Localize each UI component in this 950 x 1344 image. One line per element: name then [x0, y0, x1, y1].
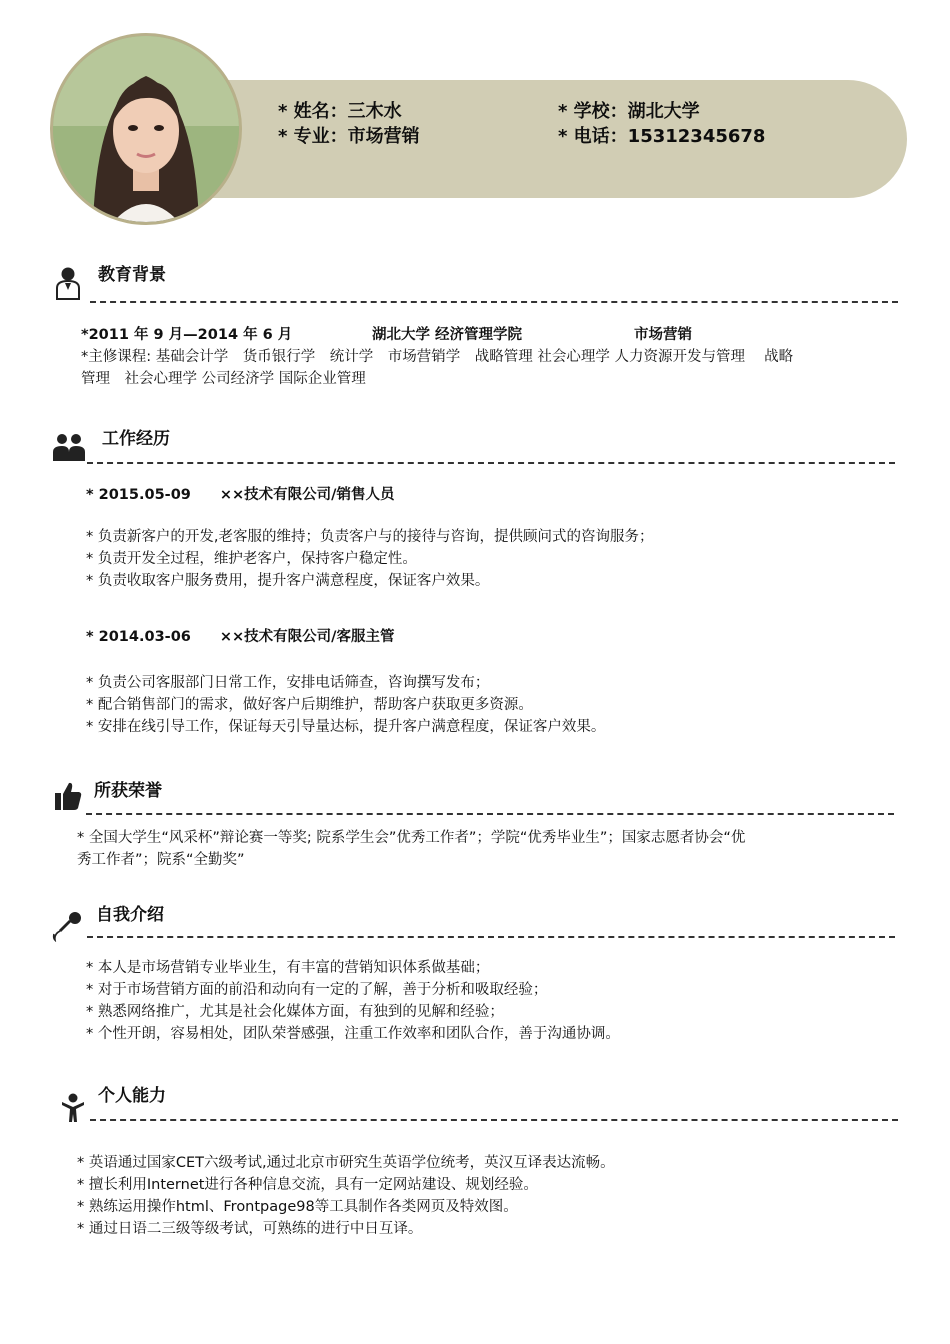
divider [90, 1119, 898, 1121]
education-period: *2011 年 9 月—2014 年 6 月 [81, 327, 293, 343]
thumbs-up-icon [54, 781, 82, 811]
education-courses-cont: 管理 社会心理学 公司经济学 国际企业管理 [81, 371, 366, 387]
section-title-intro: 自我介绍 [96, 905, 164, 925]
job-duty: * 安排在线引导工作，保证每天引导量达标，提升客户满意程度，保证客户效果。 [86, 719, 606, 735]
school-field: * 学校：湖北大学 [558, 101, 700, 122]
phone-field: * 电话：15312345678 [558, 126, 766, 147]
user-icon [55, 266, 81, 300]
skill-line: * 通过日语二三级等级考试，可熟练的进行中日互译。 [77, 1221, 423, 1237]
divider [86, 813, 894, 815]
job-duty: * 负责收取客户服务费用，提升客户满意程度，保证客户效果。 [86, 573, 490, 589]
job-header: * 2015.05-09 ××技术有限公司/销售人员 [86, 487, 395, 503]
education-major: 市场营销 [634, 327, 692, 343]
section-title-work: 工作经历 [102, 429, 170, 449]
name-field: * 姓名：三木水 [278, 101, 402, 122]
job-header: * 2014.03-06 ××技术有限公司/客服主管 [86, 629, 395, 645]
honors-text-cont: 秀工作者”；院系“全勤奖” [77, 852, 245, 868]
profile-photo [50, 33, 242, 225]
honors-text: * 全国大学生“风采杯”辩论赛一等奖; 院系学生会”优秀工作者”；学院“优秀毕业生”；国家志愿者协会“优 [77, 830, 746, 846]
section-title-skills: 个人能力 [98, 1086, 166, 1106]
section-title-education: 教育背景 [98, 265, 166, 285]
skill-line: * 熟练运用操作html、Frontpage98等工具制作各类网页及特效图。 [77, 1199, 518, 1215]
education-courses: *主修课程: 基础会计学 货币银行学 统计学 市场营销学 战略管理 社会心理学 人力资源开发与管理 战略 [81, 349, 794, 365]
major-field: * 专业：市场营销 [278, 126, 420, 147]
intro-line: * 个性开朗，容易相处，团队荣誉感强，注重工作效率和团队合作，善于沟通协调。 [86, 1026, 620, 1042]
section-title-honors: 所获荣誉 [94, 781, 162, 801]
team-icon [52, 430, 86, 462]
intro-line: * 本人是市场营销专业毕业生，有丰富的营销知识体系做基础； [86, 960, 490, 976]
person-icon [60, 1093, 86, 1123]
skill-line: * 擅长利用Internet进行各种信息交流，具有一定网站建设、规划经验。 [77, 1177, 538, 1193]
job-duty: * 负责公司客服部门日常工作，安排电话筛查，咨询撰写发布； [86, 675, 490, 691]
job-duty: * 配合销售部门的需求，做好客户后期维护，帮助客户获取更多资源。 [86, 697, 533, 713]
divider [87, 936, 895, 938]
job-duty: * 负责新客户的开发,老客服的维持；负责客户与的接待与咨询，提供顾问式的咨询服务； [86, 529, 654, 545]
intro-line: * 对于市场营销方面的前沿和动向有一定的了解，善于分析和吸取经验； [86, 982, 548, 998]
microphone-icon [51, 910, 83, 942]
education-school: 湖北大学 经济管理学院 [372, 327, 523, 343]
job-duty: * 负责开发全过程，维护老客户，保持客户稳定性。 [86, 551, 417, 567]
skill-line: * 英语通过国家CET六级考试,通过北京市研究生英语学位统考，英汉互译表达流畅。 [77, 1155, 615, 1171]
divider [90, 301, 898, 303]
divider [87, 462, 895, 464]
intro-line: * 熟悉网络推广，尤其是社会化媒体方面，有独到的见解和经验； [86, 1004, 504, 1020]
